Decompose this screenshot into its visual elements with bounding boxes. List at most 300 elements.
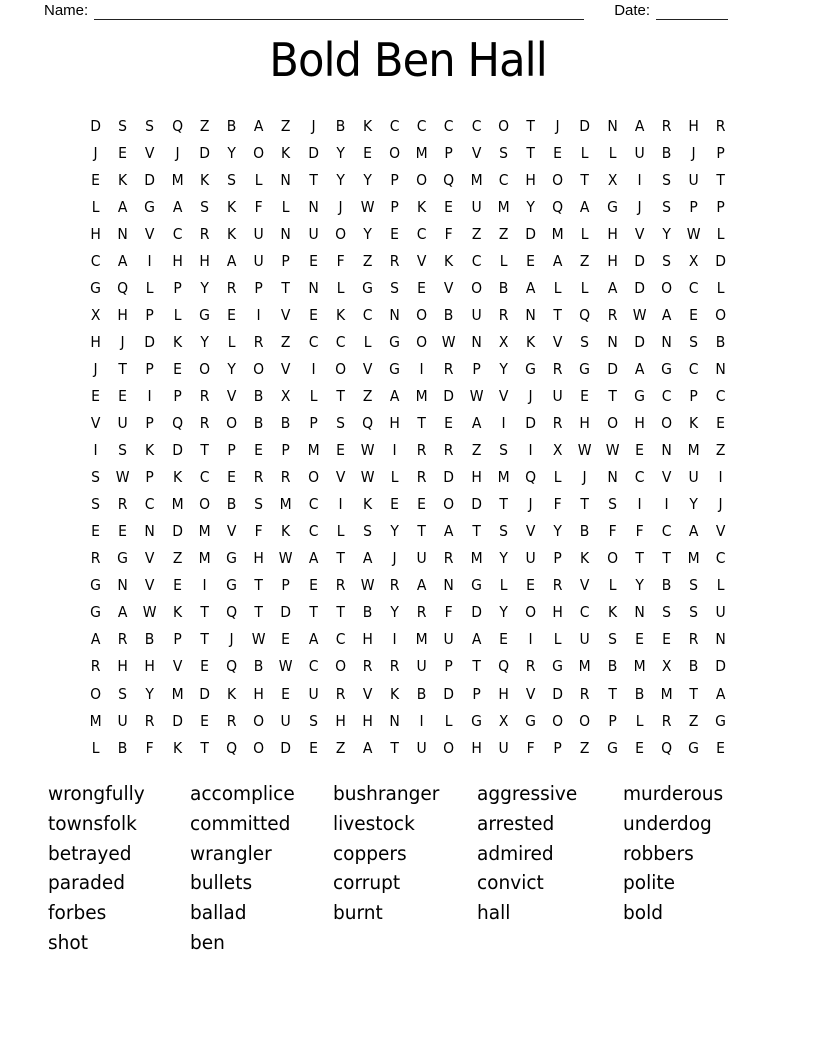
grid-cell: P xyxy=(716,197,726,216)
grid-cell: V xyxy=(553,332,563,351)
grid-cell: U xyxy=(280,711,292,730)
grid-cell: I xyxy=(338,495,343,514)
grid-cell: A xyxy=(308,630,318,649)
grid-cell: N xyxy=(307,197,319,216)
grid-cell: W xyxy=(279,549,293,568)
grid-cell: S xyxy=(498,522,508,541)
grid-cell: J xyxy=(311,116,316,135)
grid-cell: A xyxy=(634,116,645,135)
grid-cell: M xyxy=(89,711,102,730)
grid-cell: S xyxy=(335,414,345,433)
grid-cell: Z xyxy=(580,738,590,757)
grid-cell: R xyxy=(416,441,427,460)
grid-cell: W xyxy=(469,386,484,405)
grid-cell: B xyxy=(362,603,373,622)
grid-cell: A xyxy=(90,630,101,649)
grid-cell: X xyxy=(281,386,291,405)
grid-cell: D xyxy=(633,278,645,297)
grid-cell: X xyxy=(498,711,509,730)
grid-cell: K xyxy=(226,684,237,703)
word-item: bullets xyxy=(190,871,253,895)
grid-cell: O xyxy=(579,711,591,730)
grid-cell: J xyxy=(93,143,98,162)
grid-cell: E xyxy=(199,657,209,676)
grid-cell: S xyxy=(607,630,617,649)
grid-cell: N xyxy=(307,278,319,297)
grid-cell: S xyxy=(118,441,128,460)
grid-cell: F xyxy=(553,495,562,514)
grid-cell: L xyxy=(581,143,589,162)
grid-cell: S xyxy=(689,576,699,595)
grid-cell: E xyxy=(417,495,427,514)
grid-cell: E xyxy=(91,386,100,405)
grid-cell: Y xyxy=(499,603,508,622)
grid-cell: O xyxy=(715,305,727,324)
grid-cell: T xyxy=(308,170,318,189)
grid-cell: A xyxy=(607,278,617,297)
grid-cell: A xyxy=(118,251,128,270)
grid-cell: N xyxy=(661,441,672,460)
grid-cell: M xyxy=(578,657,591,676)
name-label: Name: xyxy=(44,2,89,19)
grid-cell: U xyxy=(307,684,319,703)
grid-cell: V xyxy=(145,549,155,568)
grid-cell: R xyxy=(688,630,699,649)
grid-cell: A xyxy=(308,549,318,568)
grid-cell: L xyxy=(146,278,154,297)
grid-cell: T xyxy=(200,603,209,622)
word-item: aggressive xyxy=(477,782,578,805)
word-item: wrangler xyxy=(190,841,272,865)
grid-cell: S xyxy=(363,522,372,541)
grid-cell: N xyxy=(389,711,400,730)
grid-cell: R xyxy=(253,332,264,351)
grid-cell: V xyxy=(634,224,645,243)
grid-cell: G xyxy=(144,197,156,216)
grid-cell: R xyxy=(552,414,563,433)
grid-cell: S xyxy=(145,116,155,135)
grid-cell: M xyxy=(171,684,184,703)
grid-cell: H xyxy=(253,549,264,568)
grid-cell: I xyxy=(637,495,642,514)
grid-cell: I xyxy=(392,441,397,460)
grid-cell: U xyxy=(416,657,427,676)
grid-cell: T xyxy=(417,522,427,541)
grid-cell: O xyxy=(416,332,428,351)
grid-cell: W xyxy=(686,224,701,243)
grid-cell: R xyxy=(253,468,264,487)
grid-cell: N xyxy=(280,224,292,243)
grid-cell: X xyxy=(607,170,617,189)
grid-cell: E xyxy=(526,576,535,595)
grid-cell: Q xyxy=(552,197,564,216)
grid-cell: Q xyxy=(226,738,238,757)
grid-cell: X xyxy=(498,332,509,351)
grid-cell: U xyxy=(253,251,264,270)
grid-cell: R xyxy=(389,576,400,595)
grid-cell: U xyxy=(307,224,319,243)
grid-cell: U xyxy=(416,738,427,757)
grid-cell: C xyxy=(308,332,318,351)
grid-cell: D xyxy=(525,224,536,243)
grid-cell: Y xyxy=(363,224,372,243)
grid-cell: C xyxy=(389,116,400,135)
grid-cell: Z xyxy=(498,224,509,243)
grid-cell: M xyxy=(687,549,700,568)
grid-cell: I xyxy=(147,251,153,270)
grid-cell: S xyxy=(580,332,590,351)
grid-cell: H xyxy=(253,684,264,703)
grid-cell: C xyxy=(308,495,318,514)
grid-cell: E xyxy=(91,170,100,189)
grid-cell: L xyxy=(717,576,725,595)
grid-cell: L xyxy=(173,305,182,324)
grid-cell: U xyxy=(715,603,727,622)
grid-cell: I xyxy=(528,630,533,649)
grid-cell: A xyxy=(553,251,563,270)
grid-cell: R xyxy=(389,251,400,270)
grid-cell: G xyxy=(579,359,591,378)
grid-cell: K xyxy=(362,495,373,514)
grid-cell: E xyxy=(91,522,100,541)
grid-cell: Z xyxy=(281,332,291,351)
grid-cell: C xyxy=(688,359,699,378)
grid-cell: V xyxy=(90,414,101,433)
grid-cell: S xyxy=(227,170,236,189)
grid-cell: C xyxy=(716,549,726,568)
grid-cell: P xyxy=(689,386,698,405)
grid-cell: O xyxy=(198,495,210,514)
grid-cell: E xyxy=(716,738,726,757)
grid-cell: Y xyxy=(390,522,399,541)
grid-cell: P xyxy=(553,549,562,568)
grid-cell: O xyxy=(661,278,673,297)
grid-cell: W xyxy=(360,576,375,595)
grid-cell: B xyxy=(226,495,237,514)
grid-cell: K xyxy=(172,468,182,487)
grid-cell: G xyxy=(389,332,401,351)
grid-cell: U xyxy=(498,738,509,757)
grid-cell: C xyxy=(661,386,672,405)
word-list xyxy=(48,779,728,958)
grid-cell: Y xyxy=(227,359,236,378)
grid-cell: J xyxy=(93,359,98,378)
grid-cell: E xyxy=(498,630,508,649)
grid-cell: S xyxy=(91,495,101,514)
grid-cell: G xyxy=(715,711,727,730)
grid-cell: P xyxy=(472,359,481,378)
grid-cell: G xyxy=(525,711,536,730)
grid-cell: T xyxy=(526,116,535,135)
grid-cell: G xyxy=(661,359,672,378)
grid-cell: C xyxy=(335,630,346,649)
grid-cell: N xyxy=(525,305,536,324)
grid-cell: T xyxy=(499,495,508,514)
grid-cell: B xyxy=(145,630,155,649)
grid-cell: D xyxy=(171,711,183,730)
grid-cell: C xyxy=(471,116,482,135)
grid-cell: I xyxy=(528,441,533,460)
grid-cell: T xyxy=(662,549,671,568)
grid-cell: L xyxy=(363,332,372,351)
grid-cell: G xyxy=(117,549,129,568)
grid-cell: C xyxy=(308,657,318,676)
grid-cell: Q xyxy=(171,414,183,433)
grid-cell: Q xyxy=(117,278,129,297)
grid-cell: W xyxy=(605,441,620,460)
grid-cell: R xyxy=(199,224,210,243)
grid-cell: V xyxy=(417,251,427,270)
grid-cell: V xyxy=(716,522,726,541)
grid-cell: O xyxy=(470,278,482,297)
grid-cell: J xyxy=(555,116,560,135)
grid-cell: M xyxy=(415,630,428,649)
grid-cell: F xyxy=(336,251,345,270)
grid-cell: K xyxy=(172,603,182,622)
grid-cell: M xyxy=(497,197,510,216)
grid-cell: G xyxy=(90,576,101,595)
date-blank-line xyxy=(656,3,728,20)
grid-cell: O xyxy=(416,305,428,324)
grid-cell: D xyxy=(198,143,210,162)
grid-cell: D xyxy=(307,143,319,162)
grid-cell: Q xyxy=(226,657,238,676)
grid-cell: Y xyxy=(662,224,671,243)
grid-cell: D xyxy=(579,116,591,135)
grid-cell: Y xyxy=(390,603,399,622)
grid-cell: R xyxy=(90,549,101,568)
grid-cell: U xyxy=(443,630,455,649)
grid-cell: K xyxy=(199,170,209,189)
grid-cell: A xyxy=(118,197,128,216)
grid-cell: G xyxy=(226,549,237,568)
grid-cell: L xyxy=(553,278,562,297)
grid-cell: X xyxy=(553,441,563,460)
grid-cell: Y xyxy=(526,197,535,216)
grid-cell: O xyxy=(552,170,564,189)
grid-cell: P xyxy=(145,468,155,487)
grid-cell: K xyxy=(390,684,400,703)
grid-cell: E xyxy=(308,305,318,324)
grid-cell: V xyxy=(172,657,182,676)
grid-cell: E xyxy=(634,738,644,757)
grid-cell: U xyxy=(471,197,482,216)
grid-cell: F xyxy=(254,522,263,541)
grid-cell: E xyxy=(199,711,209,730)
grid-cell: O xyxy=(443,495,455,514)
grid-cell: H xyxy=(470,738,482,757)
grid-cell: R xyxy=(552,576,563,595)
grid-cell: P xyxy=(472,684,481,703)
grid-cell: A xyxy=(118,603,128,622)
grid-cell: V xyxy=(661,468,672,487)
grid-cell: S xyxy=(308,711,318,730)
grid-cell: P xyxy=(444,657,454,676)
grid-cell: T xyxy=(635,549,644,568)
grid-cell: J xyxy=(338,197,343,216)
grid-cell: C xyxy=(416,224,427,243)
grid-cell: R xyxy=(525,657,536,676)
grid-cell: E xyxy=(526,251,535,270)
grid-cell: C xyxy=(335,332,346,351)
grid-cell: Z xyxy=(716,441,726,460)
grid-cell: M xyxy=(279,495,292,514)
word-item: accomplice xyxy=(190,782,295,805)
grid-cell: Y xyxy=(200,278,209,297)
word-item: corrupt xyxy=(333,871,401,895)
grid-cell: M xyxy=(171,495,184,514)
grid-cell: Y xyxy=(499,549,508,568)
grid-cell: Y xyxy=(336,143,345,162)
grid-cell: I xyxy=(93,441,98,460)
grid-cell: S xyxy=(199,197,209,216)
grid-cell: E xyxy=(716,414,726,433)
grid-cell: U xyxy=(688,170,699,189)
grid-cell: E xyxy=(254,441,264,460)
grid-cell: L xyxy=(445,711,453,730)
grid-cell: B xyxy=(281,414,291,433)
grid-cell: X xyxy=(90,305,101,324)
grid-cell: E xyxy=(444,414,454,433)
grid-cell: L xyxy=(553,468,562,487)
grid-cell: R xyxy=(226,711,237,730)
grid-cell: E xyxy=(553,143,563,162)
grid-cell: N xyxy=(470,332,482,351)
grid-cell: N xyxy=(715,359,727,378)
grid-cell: K xyxy=(689,414,699,433)
grid-cell: Y xyxy=(200,332,209,351)
grid-cell: S xyxy=(118,116,128,135)
grid-cell: H xyxy=(579,414,591,433)
grid-cell: I xyxy=(202,576,207,595)
word-list-column xyxy=(190,779,333,958)
grid-cell: A xyxy=(417,576,427,595)
grid-cell: Q xyxy=(226,603,238,622)
grid-cell: B xyxy=(580,522,590,541)
grid-cell: S xyxy=(498,441,508,460)
grid-cell: T xyxy=(471,657,481,676)
grid-cell: U xyxy=(688,468,699,487)
word-item: convict xyxy=(477,871,544,895)
grid-cell: Y xyxy=(145,684,155,703)
grid-cell: O xyxy=(253,143,265,162)
grid-cell: J xyxy=(528,495,533,514)
grid-cell: V xyxy=(362,359,373,378)
grid-cell: V xyxy=(471,143,481,162)
grid-cell: Y xyxy=(336,170,345,189)
grid-cell: R xyxy=(145,711,155,730)
grid-cell: R xyxy=(716,116,726,135)
grid-cell: C xyxy=(416,116,427,135)
grid-cell: V xyxy=(145,576,155,595)
word-item: murderous xyxy=(623,782,724,805)
grid-cell: M xyxy=(415,386,428,405)
grid-cell: L xyxy=(499,251,508,270)
grid-cell: H xyxy=(362,630,373,649)
word-list-column xyxy=(477,779,623,958)
grid-cell: W xyxy=(632,305,647,324)
grid-cell: P xyxy=(390,170,399,189)
grid-cell: K xyxy=(145,441,155,460)
grid-cell: O xyxy=(307,468,319,487)
grid-cell: R xyxy=(580,684,590,703)
grid-cell: E xyxy=(118,386,128,405)
word-item: hall xyxy=(477,901,511,925)
word-item: shot xyxy=(48,930,89,954)
grid-cell: O xyxy=(334,359,346,378)
date-label: Date: xyxy=(614,2,651,19)
grid-cell: M xyxy=(307,441,320,460)
grid-cell: C xyxy=(199,468,210,487)
grid-cell: T xyxy=(200,441,209,460)
grid-cell: E xyxy=(227,305,236,324)
grid-cell: A xyxy=(389,386,400,405)
grid-cell: S xyxy=(662,170,671,189)
grid-cell: E xyxy=(281,630,291,649)
grid-cell: T xyxy=(281,278,291,297)
grid-cell: P xyxy=(281,251,291,270)
grid-cell: E xyxy=(580,386,590,405)
grid-cell: P xyxy=(308,414,318,433)
grid-cell: V xyxy=(145,224,155,243)
grid-cell: W xyxy=(442,332,456,351)
grid-cell: K xyxy=(335,305,345,324)
grid-cell: G xyxy=(90,603,101,622)
grid-cell: D xyxy=(144,332,156,351)
grid-cell: L xyxy=(717,278,725,297)
grid-cell: L xyxy=(91,738,100,757)
grid-cell: G xyxy=(633,386,645,405)
grid-cell: C xyxy=(661,522,672,541)
grid-cell: W xyxy=(360,197,375,216)
grid-cell: R xyxy=(335,684,346,703)
grid-cell: C xyxy=(471,251,482,270)
grid-cell: D xyxy=(525,414,536,433)
grid-cell: P xyxy=(145,359,155,378)
word-item: betrayed xyxy=(48,841,132,865)
grid-cell: I xyxy=(664,495,669,514)
grid-cell: H xyxy=(552,603,564,622)
grid-cell: L xyxy=(608,143,617,162)
grid-cell: Z xyxy=(471,224,481,243)
grid-cell: K xyxy=(526,332,536,351)
grid-cell: T xyxy=(471,522,481,541)
grid-cell: B xyxy=(253,414,264,433)
grid-cell: B xyxy=(253,657,264,676)
grid-cell: M xyxy=(198,522,211,541)
grid-cell: K xyxy=(417,197,427,216)
grid-cell: A xyxy=(444,522,454,541)
grid-cell: L xyxy=(309,386,317,405)
grid-cell: J xyxy=(582,468,588,487)
grid-cell: P xyxy=(716,143,726,162)
grid-cell: G xyxy=(552,657,564,676)
grid-cell: N xyxy=(715,630,727,649)
grid-cell: Z xyxy=(362,386,373,405)
grid-cell: R xyxy=(199,414,210,433)
grid-cell: D xyxy=(443,386,455,405)
grid-cell: R xyxy=(117,495,128,514)
grid-cell: D xyxy=(606,359,618,378)
grid-cell: P xyxy=(281,441,291,460)
word-list-column xyxy=(48,779,190,958)
grid-cell: J xyxy=(120,332,125,351)
grid-cell: H xyxy=(470,468,482,487)
word-item: forbes xyxy=(48,901,107,925)
grid-cell: N xyxy=(443,576,455,595)
grid-cell: C xyxy=(362,305,373,324)
grid-cell: S xyxy=(689,603,699,622)
